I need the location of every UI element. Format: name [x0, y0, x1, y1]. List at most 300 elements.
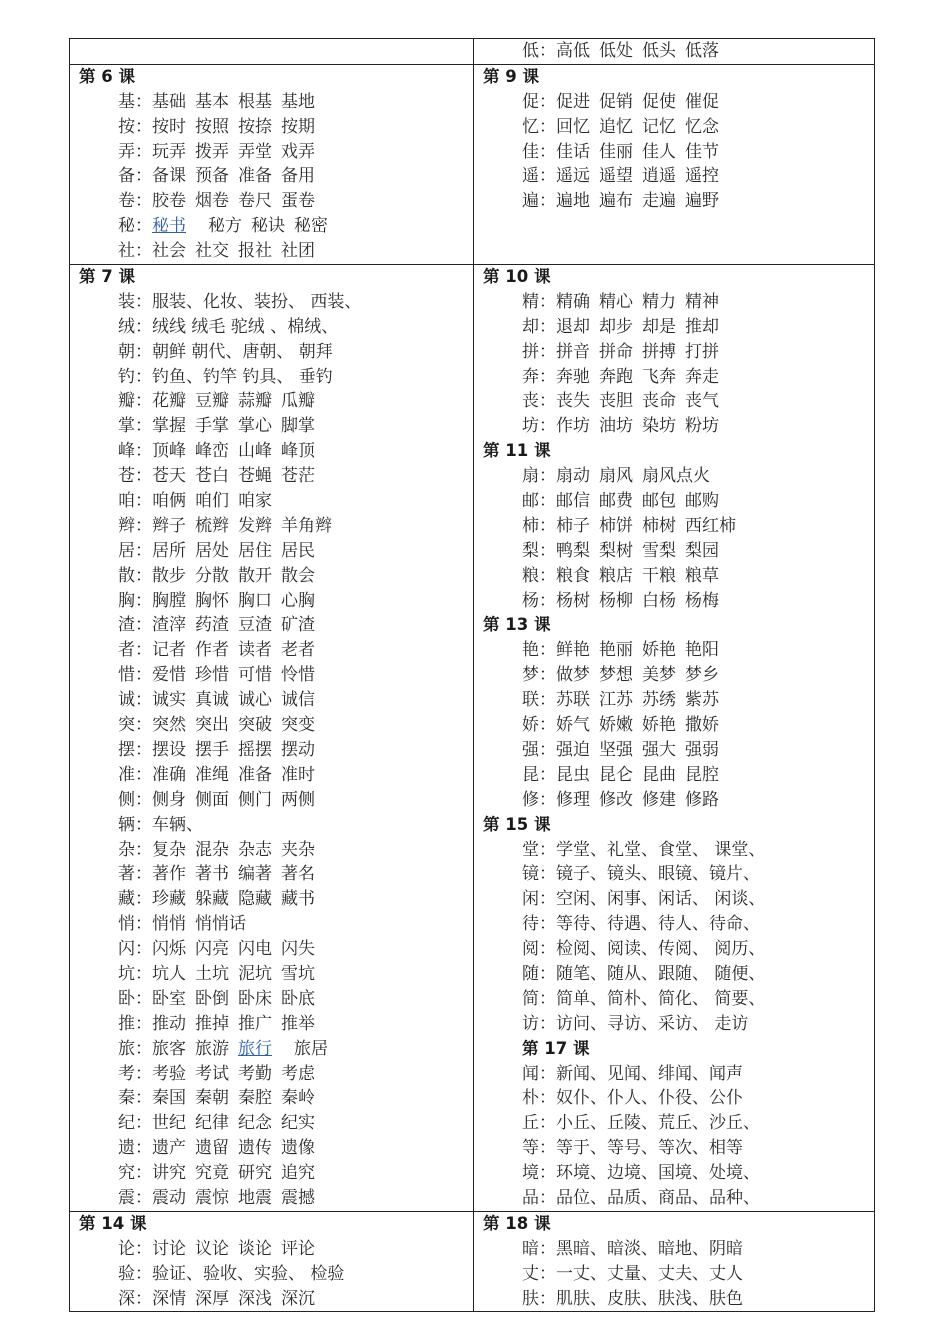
colon-separator: ：	[539, 366, 556, 387]
vocab-entry	[474, 1086, 874, 1111]
entry-word: 梦乡	[685, 665, 719, 686]
vocab-entry	[70, 214, 473, 239]
entry-word: 昆仑	[599, 764, 633, 785]
colon-separator: ：	[135, 241, 152, 262]
entry-character: 瓣	[118, 391, 135, 412]
entry-word: 准备	[238, 166, 272, 187]
entry-word: 纪念	[238, 1113, 272, 1134]
vocab-entry	[474, 564, 874, 589]
colon-separator: ：	[539, 1138, 556, 1159]
entry-word: 白杨	[642, 590, 676, 611]
table-row	[70, 1211, 875, 1312]
colon-separator: ：	[539, 590, 556, 611]
entry-word: 纪实	[281, 1113, 315, 1134]
entry-word: 报社	[238, 241, 272, 262]
entry-word: 蒜瓣	[238, 391, 272, 412]
table-cell-left	[70, 265, 474, 1212]
vocab-entry	[70, 1262, 473, 1287]
word-link[interactable]: 旅行	[238, 1038, 272, 1059]
entry-word: 咱家	[238, 491, 272, 512]
colon-separator: ：	[539, 416, 556, 437]
colon-separator: ：	[135, 316, 152, 337]
entry-character: 随	[522, 963, 539, 984]
entry-character: 娇	[522, 715, 539, 736]
entry-word: 究竟	[195, 1163, 229, 1184]
entry-word: 邮信	[556, 491, 590, 512]
vocab-entry	[474, 189, 874, 214]
colon-separator: ：	[539, 491, 556, 512]
entry-character: 访	[522, 1013, 539, 1034]
colon-separator: ：	[135, 615, 152, 636]
entry-word: 诚心	[238, 690, 272, 711]
entry-word: 瓜瓣	[281, 391, 315, 412]
entry-word: 分散	[195, 565, 229, 586]
entry-words: 等于、等号、等次、相等	[556, 1138, 743, 1159]
entry-word: 闪电	[238, 939, 272, 960]
entry-word: 准时	[281, 764, 315, 785]
entry-word: 柿饼	[599, 515, 633, 536]
vocab-entry	[474, 887, 874, 912]
vocabulary-table	[69, 38, 875, 1312]
entry-word: 考勤	[238, 1063, 272, 1084]
colon-separator: ：	[539, 41, 556, 61]
entry-word: 雪梨	[642, 540, 676, 561]
colon-separator: ：	[539, 988, 556, 1009]
entry-word: 评论	[281, 1238, 315, 1259]
entry-character: 卧	[118, 988, 135, 1009]
entry-word: 读者	[238, 640, 272, 661]
entry-word: 悄悄	[152, 914, 186, 935]
vocab-entry	[70, 115, 473, 140]
entry-word: 奔驰	[556, 366, 590, 387]
entry-word: 夹杂	[281, 839, 315, 860]
vocab-entry	[70, 464, 473, 489]
entry-character: 朴	[522, 1088, 539, 1109]
entry-words: 一丈、丈量、丈夫、丈人	[556, 1263, 743, 1284]
entry-word: 秦朝	[195, 1088, 229, 1109]
entry-word: 居住	[238, 540, 272, 561]
entry-word: 根基	[238, 91, 272, 112]
colon-separator: ：	[539, 665, 556, 686]
colon-separator: ：	[135, 416, 152, 437]
lesson-heading: 第 7 课	[79, 267, 135, 287]
entry-words: 朝鲜 朝代、唐朝、 朝拜	[152, 341, 333, 362]
entry-word: 遥远	[556, 166, 590, 187]
entry-word: 悄悄话	[195, 914, 246, 935]
vocab-entry	[474, 115, 874, 140]
colon-separator: ：	[539, 141, 556, 162]
entry-word: 震惊	[195, 1187, 229, 1208]
entry-word: 矿渣	[281, 615, 315, 636]
colon-separator: ：	[135, 1288, 152, 1309]
entry-word: 讨论	[152, 1238, 186, 1259]
entry-word: 逍遥	[642, 166, 676, 187]
entry-word: 强大	[642, 739, 676, 760]
entry-word: 混杂	[195, 839, 229, 860]
entry-word: 作坊	[556, 416, 590, 437]
entry-word: 玩弄	[152, 141, 186, 162]
entry-word: 基础	[152, 91, 186, 112]
entry-word: 考虑	[281, 1063, 315, 1084]
entry-word: 散开	[238, 565, 272, 586]
entry-character: 咱	[118, 491, 135, 512]
vocab-entry	[70, 514, 473, 539]
word-link[interactable]: 秘书	[152, 216, 186, 237]
entry-word: 侧身	[152, 789, 186, 810]
entry-word: 精神	[685, 291, 719, 312]
entry-character: 境	[522, 1163, 539, 1184]
entry-word: 精力	[642, 291, 676, 312]
entry-character: 艳	[522, 640, 539, 661]
entry-word: 著名	[281, 864, 315, 885]
colon-separator: ：	[135, 466, 152, 487]
colon-separator: ：	[539, 391, 556, 412]
entry-word: 研究	[238, 1163, 272, 1184]
vocab-entry	[474, 1012, 874, 1037]
entry-word: 记者	[152, 640, 186, 661]
colon-separator: ：	[135, 963, 152, 984]
vocab-entry	[474, 39, 874, 64]
entry-word: 老者	[281, 640, 315, 661]
entry-character: 纪	[118, 1113, 135, 1134]
entry-word: 遗产	[152, 1138, 186, 1159]
colon-separator: ：	[539, 1263, 556, 1284]
colon-separator: ：	[539, 715, 556, 736]
entry-word: 秦腔	[238, 1088, 272, 1109]
entry-word: 拨弄	[195, 141, 229, 162]
entry-character: 精	[522, 291, 539, 312]
entry-word: 精心	[599, 291, 633, 312]
entry-word: 社团	[281, 241, 315, 262]
entry-word: 摆设	[152, 739, 186, 760]
entry-word: 藏书	[281, 889, 315, 910]
vocab-entry	[70, 489, 473, 514]
vocab-entry	[70, 937, 473, 962]
vocab-entry	[474, 90, 874, 115]
vocab-entry	[474, 1262, 874, 1287]
entry-word: 邮包	[642, 491, 676, 512]
entry-word: 苏联	[556, 690, 590, 711]
entry-word: 催促	[685, 91, 719, 112]
vocab-entry	[474, 663, 874, 688]
entry-word: 土坑	[195, 963, 229, 984]
entry-word: 考试	[195, 1063, 229, 1084]
entry-character: 杂	[118, 839, 135, 860]
entry-word: 渣滓	[152, 615, 186, 636]
entry-word: 回忆	[556, 116, 590, 137]
colon-separator: ：	[539, 764, 556, 785]
entry-word: 昆腔	[685, 764, 719, 785]
vocab-entry	[70, 365, 473, 390]
entry-character: 促	[522, 91, 539, 112]
entry-word: 摆动	[281, 739, 315, 760]
entry-word: 咱们	[195, 491, 229, 512]
entry-word: 强弱	[685, 739, 719, 760]
entry-word: 诚实	[152, 690, 186, 711]
vocab-entry	[70, 1037, 473, 1062]
colon-separator: ：	[135, 914, 152, 935]
entry-word: 掌心	[238, 416, 272, 437]
entry-word: 胶卷	[152, 191, 186, 212]
entry-word: 烟卷	[195, 191, 229, 212]
entry-character: 掌	[118, 416, 135, 437]
entry-word: 修路	[685, 789, 719, 810]
entry-words: 随笔、随从、跟随、 随便、	[556, 963, 766, 984]
entry-words: 钓鱼、钓竿 钓具、 垂钓	[152, 366, 333, 387]
entry-words: 验证、验收、实验、 检验	[152, 1263, 345, 1284]
colon-separator: ：	[135, 1038, 152, 1059]
vocab-entry	[474, 1186, 874, 1211]
entry-character: 暗	[522, 1238, 539, 1259]
entry-word: 苍蝇	[238, 466, 272, 487]
entry-word: 药渣	[195, 615, 229, 636]
vocab-entry	[70, 788, 473, 813]
entry-word: 发辫	[238, 515, 272, 536]
colon-separator: ：	[135, 1238, 152, 1259]
entry-word: 顶峰	[152, 441, 186, 462]
entry-character: 者	[118, 640, 135, 661]
vocab-entry	[70, 887, 473, 912]
vocab-entry	[70, 862, 473, 887]
entry-character: 钓	[118, 366, 135, 387]
vocab-entry	[70, 290, 473, 315]
table-row	[70, 265, 875, 1212]
entry-character: 佳	[522, 141, 539, 162]
colon-separator: ：	[539, 1063, 556, 1084]
entry-character: 粮	[522, 565, 539, 586]
colon-separator: ：	[539, 739, 556, 760]
entry-words: 简单、简朴、简化、 简要、	[556, 988, 766, 1009]
vocab-entry	[474, 1111, 874, 1136]
entry-words: 黑暗、暗淡、暗地、阴暗	[556, 1238, 743, 1259]
entry-character: 备	[118, 166, 135, 187]
vocab-entry	[70, 962, 473, 987]
entry-character: 梨	[522, 540, 539, 561]
entry-character: 震	[118, 1187, 135, 1208]
entry-words: 新闻、见闻、绯闻、闻声	[556, 1063, 743, 1084]
colon-separator: ：	[135, 715, 152, 736]
entry-word: 按时	[152, 116, 186, 137]
entry-word: 修建	[642, 789, 676, 810]
entry-word: 秦国	[152, 1088, 186, 1109]
entry-word: 却步	[599, 316, 633, 337]
entry-word: 遍野	[685, 191, 719, 212]
entry-word: 考验	[152, 1063, 186, 1084]
entry-character: 修	[522, 789, 539, 810]
entry-word: 杨树	[556, 590, 590, 611]
entry-word: 掌握	[152, 416, 186, 437]
vocab-entry	[70, 663, 473, 688]
entry-character: 闲	[522, 889, 539, 910]
vocab-entry	[70, 439, 473, 464]
vocab-entry	[70, 1086, 473, 1111]
entry-character: 旅	[118, 1038, 135, 1059]
entry-word: 佳节	[685, 141, 719, 162]
colon-separator: ：	[135, 939, 152, 960]
vocab-entry	[70, 1161, 473, 1186]
entry-character: 准	[118, 764, 135, 785]
table-cell-right	[474, 265, 875, 1212]
colon-separator: ：	[539, 963, 556, 984]
entry-character: 丈	[522, 1263, 539, 1284]
vocab-entry	[474, 788, 874, 813]
entry-word: 按期	[281, 116, 315, 137]
entry-word: 推广	[238, 1013, 272, 1034]
entry-word: 粮食	[556, 565, 590, 586]
entry-words: 镜子、镜头、眼镜、镜片、	[556, 864, 760, 885]
entry-word: 胸膛	[152, 590, 186, 611]
entry-word: 柿子	[556, 515, 590, 536]
colon-separator: ：	[539, 939, 556, 960]
lesson-heading: 第 14 课	[79, 1213, 147, 1233]
entry-character: 弄	[118, 141, 135, 162]
entry-word: 摇摆	[238, 739, 272, 760]
entry-word: 梦想	[599, 665, 633, 686]
entry-word: 蛋卷	[281, 191, 315, 212]
entry-character: 悄	[118, 914, 135, 935]
entry-word: 强迫	[556, 739, 590, 760]
entry-character: 秘	[118, 216, 135, 237]
vocab-entry	[474, 389, 874, 414]
vocab-entry	[474, 688, 874, 713]
entry-character: 突	[118, 715, 135, 736]
entry-word: 珍藏	[152, 889, 186, 910]
entry-character: 镜	[522, 864, 539, 885]
entry-word: 修理	[556, 789, 590, 810]
entry-word: 西红柿	[685, 515, 736, 536]
colon-separator: ：	[539, 1288, 556, 1309]
entry-word: 旅客	[152, 1038, 186, 1059]
entry-words: 学堂、礼堂、食堂、 课堂、	[556, 839, 766, 860]
lesson-heading: 第 17 课	[522, 1038, 590, 1058]
entry-word: 坚强	[599, 739, 633, 760]
vocab-entry	[474, 1136, 874, 1161]
entry-word: 紫苏	[685, 690, 719, 711]
vocab-entry	[70, 564, 473, 589]
entry-word: 旅居	[294, 1038, 328, 1059]
entry-character: 渣	[118, 615, 135, 636]
vocab-entry	[70, 239, 473, 264]
vocab-entry	[70, 589, 473, 614]
entry-word: 闪亮	[195, 939, 229, 960]
entry-character: 闪	[118, 939, 135, 960]
vocab-entry	[474, 912, 874, 937]
entry-character: 苍	[118, 466, 135, 487]
entry-character: 柿	[522, 515, 539, 536]
entry-word: 散会	[281, 565, 315, 586]
entry-word: 隐藏	[238, 889, 272, 910]
vocab-entry	[70, 912, 473, 937]
entry-word: 杨梅	[685, 590, 719, 611]
entry-character: 等	[522, 1138, 539, 1159]
entry-word: 撒娇	[685, 715, 719, 736]
entry-word: 娇嫩	[599, 715, 633, 736]
entry-word: 苍白	[195, 466, 229, 487]
lesson-heading: 第 13 课	[483, 615, 551, 635]
entry-character: 深	[118, 1288, 135, 1309]
entry-word: 突变	[281, 715, 315, 736]
entry-word: 苍天	[152, 466, 186, 487]
vocab-entry	[70, 389, 473, 414]
entry-character: 辫	[118, 515, 135, 536]
entry-word: 胸怀	[195, 590, 229, 611]
entry-word: 手掌	[195, 416, 229, 437]
entry-word: 秘密	[294, 216, 328, 237]
lesson-heading: 第 9 课	[483, 66, 539, 86]
colon-separator: ：	[135, 166, 152, 187]
entry-words: 肌肤、皮肤、肤浅、肤色	[556, 1288, 743, 1309]
vocab-entry	[70, 539, 473, 564]
colon-separator: ：	[135, 814, 152, 835]
vocab-entry	[70, 838, 473, 863]
entry-character: 诚	[118, 690, 135, 711]
entry-words: 奴仆、仆人、仆役、公仆	[556, 1088, 743, 1109]
entry-word: 促进	[556, 91, 590, 112]
entry-word: 脚掌	[281, 416, 315, 437]
entry-word: 高低	[556, 41, 590, 61]
vocab-entry	[70, 1111, 473, 1136]
entry-words: 车辆、	[152, 814, 203, 835]
entry-word: 粮店	[599, 565, 633, 586]
entry-character: 朝	[118, 341, 135, 362]
vocab-entry	[474, 414, 874, 439]
entry-character: 胸	[118, 590, 135, 611]
entry-character: 遥	[522, 166, 539, 187]
colon-separator: ：	[539, 540, 556, 561]
colon-separator: ：	[539, 316, 556, 337]
entry-word: 闪失	[281, 939, 315, 960]
vocab-entry	[474, 838, 874, 863]
entry-word: 侧面	[195, 789, 229, 810]
vocabulary-table-page	[69, 38, 874, 1312]
entry-character: 究	[118, 1163, 135, 1184]
vocab-entry	[70, 414, 473, 439]
entry-character: 著	[118, 864, 135, 885]
entry-word: 珍惜	[195, 665, 229, 686]
entry-words: 环境、边境、国境、处境、	[556, 1163, 760, 1184]
entry-character: 丧	[522, 391, 539, 412]
entry-word: 拼音	[556, 341, 590, 362]
entry-character: 论	[118, 1238, 135, 1259]
entry-character: 散	[118, 565, 135, 586]
entry-word: 突出	[195, 715, 229, 736]
lesson-heading: 第 18 课	[483, 1213, 551, 1233]
vocab-entry	[474, 962, 874, 987]
entry-word: 秘方	[208, 216, 242, 237]
colon-separator: ：	[135, 1187, 152, 1208]
colon-separator: ：	[135, 191, 152, 212]
entry-character: 杨	[522, 590, 539, 611]
entry-word: 杂志	[238, 839, 272, 860]
entry-character: 忆	[522, 116, 539, 137]
entry-word: 基地	[281, 91, 315, 112]
entry-word: 峰峦	[195, 441, 229, 462]
entry-word: 准备	[238, 764, 272, 785]
table-cell-right	[474, 39, 875, 65]
entry-word: 爱惜	[152, 665, 186, 686]
entry-word: 精确	[556, 291, 590, 312]
entry-word: 丧胆	[599, 391, 633, 412]
vocab-entry	[474, 1237, 874, 1262]
lesson-heading: 第 6 课	[79, 66, 135, 86]
colon-separator: ：	[135, 491, 152, 512]
entry-word: 深情	[152, 1288, 186, 1309]
colon-separator: ：	[539, 291, 556, 312]
vocab-entry	[70, 1237, 473, 1262]
colon-separator: ：	[539, 341, 556, 362]
entry-character: 卷	[118, 191, 135, 212]
entry-word: 遍地	[556, 191, 590, 212]
